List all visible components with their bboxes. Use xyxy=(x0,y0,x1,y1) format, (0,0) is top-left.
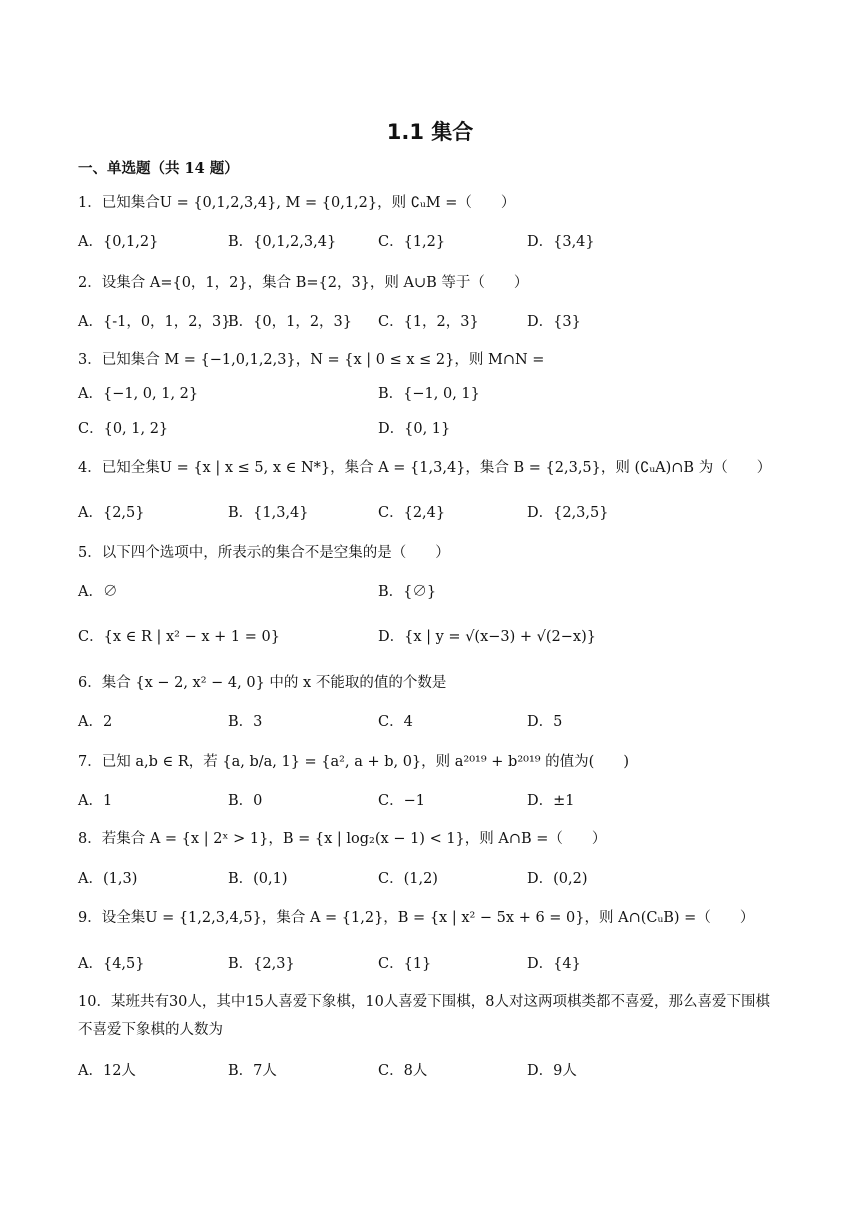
option-c: C．4 xyxy=(378,714,413,730)
question-stem: 以下四个选项中，所表示的集合不是空集的是（ ） xyxy=(101,545,450,561)
question-number: 1． xyxy=(78,195,102,211)
option-d: D．{4} xyxy=(527,956,581,972)
option-b: B．{2,3} xyxy=(228,956,295,972)
option-d: D．{0, 1} xyxy=(378,421,451,437)
option-d: D．{2,3,5} xyxy=(527,505,609,521)
option-a: A．12人 xyxy=(78,1063,136,1079)
option-a: A．{−1, 0, 1, 2} xyxy=(78,386,199,402)
option-d: D．5 xyxy=(527,714,563,730)
option-b: B．{0，1，2，3} xyxy=(228,314,353,330)
option-a: A．{2,5} xyxy=(78,505,145,521)
question-stem: 某班共有30人，其中15人喜爱下象棋，10人喜爱下围棋，8人对这两项棋类都不喜爱，那么喜爱下围棋不喜爱下象棋的人数为 xyxy=(78,994,771,1038)
option-c: C．(1,2) xyxy=(378,871,438,887)
question-number: 7． xyxy=(78,754,102,770)
question-number: 4． xyxy=(78,460,102,476)
question-stem: 已知集合 M = {−1,0,1,2,3}，N = {x | 0 ≤ x ≤ 2}，则 M∩N = xyxy=(101,352,545,368)
option-a: A．{-1，0，1，2，3} xyxy=(78,314,231,330)
question-6 xyxy=(78,671,446,692)
option-d: D．{3,4} xyxy=(527,234,595,250)
option-a: A．∅ xyxy=(78,584,118,600)
question-number: 10． xyxy=(78,994,111,1010)
option-b: B．0 xyxy=(228,793,263,809)
option-b: B．3 xyxy=(228,714,263,730)
question-9 xyxy=(78,906,754,927)
question-5 xyxy=(78,541,450,562)
question-2 xyxy=(78,271,528,292)
question-stem: 集合 {x − 2, x² − 4, 0} 中的 x 不能取的值的个数是 xyxy=(101,675,447,691)
question-number: 5． xyxy=(78,545,102,561)
question-number: 2． xyxy=(78,275,102,291)
question-number: 9． xyxy=(78,910,102,926)
option-d: D．±1 xyxy=(527,793,575,809)
question-3 xyxy=(78,348,544,369)
option-a: A．2 xyxy=(78,714,113,730)
question-stem: 若集合 A = {x | 2ˣ > 1}，B = {x | log₂(x − 1) < 1}，则 A∩B =（ ） xyxy=(101,831,607,847)
option-c: C．{1,2} xyxy=(378,234,446,250)
question-stem: 设集合 A={0，1，2}，集合 B={2，3}，则 A∪B 等于（ ） xyxy=(101,275,529,291)
option-c: C．{2,4} xyxy=(378,505,446,521)
option-b: B．(0,1) xyxy=(228,871,288,887)
option-d: D．{x | y = √(x−3) + √(2−x)} xyxy=(378,629,596,645)
question-4 xyxy=(78,456,771,477)
option-d: D．{3} xyxy=(527,314,581,330)
question-stem: 已知集合U = {0,1,2,3,4}, M = {0,1,2}，则 ∁ᵤM =（ ） xyxy=(101,195,516,211)
question-10 xyxy=(78,988,783,1044)
question-number: 8． xyxy=(78,831,102,847)
question-8 xyxy=(78,827,606,848)
option-c: C．{1，2，3} xyxy=(378,314,479,330)
question-stem: 已知全集U = {x | x ≤ 5, x ∈ N*}，集合 A = {1,3,4}，集合 B = {2,3,5}，则 (∁ᵤA)∩B 为（ ） xyxy=(101,460,772,476)
option-a: A．(1,3) xyxy=(78,871,138,887)
option-c: C．{0, 1, 2} xyxy=(78,421,169,437)
option-c: C．−1 xyxy=(378,793,425,809)
option-b: B．{∅} xyxy=(378,584,437,600)
question-stem: 设全集U = {1,2,3,4,5}，集合 A = {1,2}，B = {x | x² − 5x + 6 = 0}，则 A∩(CᵤB) =（ ） xyxy=(101,910,755,926)
option-c: C．{x ∈ R | x² − x + 1 = 0} xyxy=(78,629,280,645)
option-b: B．{0,1,2,3,4} xyxy=(228,234,337,250)
option-c: C．{1} xyxy=(378,956,432,972)
option-a: A．{4,5} xyxy=(78,956,145,972)
option-a: A．1 xyxy=(78,793,113,809)
section-heading: 一、单选题（共 14 题） xyxy=(78,160,239,177)
option-d: D．9人 xyxy=(527,1063,577,1079)
option-a: A．{0,1,2} xyxy=(78,234,159,250)
option-b: B．{1,3,4} xyxy=(228,505,309,521)
question-number: 3． xyxy=(78,352,102,368)
option-c: C．8人 xyxy=(378,1063,428,1079)
question-number: 6． xyxy=(78,675,102,691)
option-b: B．{−1, 0, 1} xyxy=(378,386,480,402)
question-1 xyxy=(78,191,515,212)
option-b: B．7人 xyxy=(228,1063,277,1079)
page-title: 1.1 集合 xyxy=(386,120,474,144)
question-7 xyxy=(78,750,629,771)
option-d: D．(0,2) xyxy=(527,871,588,887)
question-stem: 已知 a,b ∈ R，若 {a, b/a, 1} = {a², a + b, 0}，则 a²⁰¹⁹ + b²⁰¹⁹ 的值为( ) xyxy=(101,754,629,770)
